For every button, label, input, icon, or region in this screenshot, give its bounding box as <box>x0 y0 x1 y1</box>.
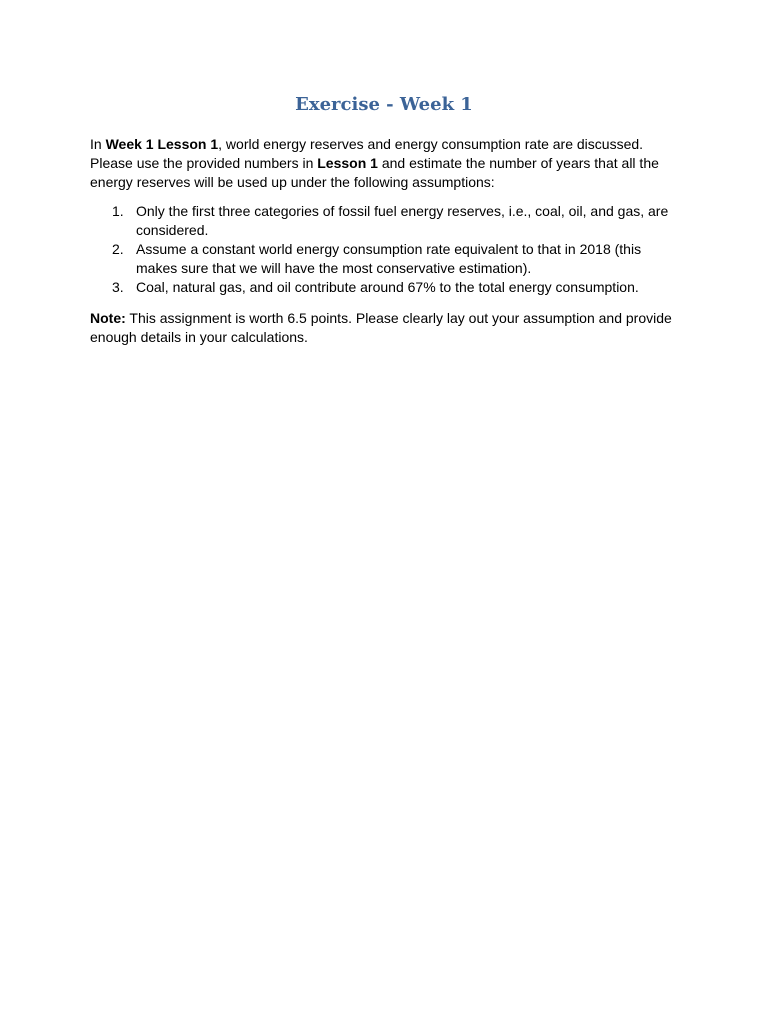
list-item-text: Coal, natural gas, and oil contribute around 67% to the total energy consumption. <box>136 279 639 295</box>
list-item-text: Assume a constant world energy consumption rate equivalent to that in 2018 (this makes sure that we will have the most conservative estimation). <box>136 241 642 276</box>
document-body <box>90 135 680 347</box>
intro-bold-lesson: Lesson 1 <box>317 155 378 171</box>
intro-text-1: In <box>90 136 106 152</box>
list-item <box>90 240 680 278</box>
note-paragraph <box>90 309 680 347</box>
intro-text-2: , world energy reserves and energy consumption rate are discussed. Please use the provided numbers in <box>90 136 644 171</box>
list-item-text: Only the first three categories of fossil fuel energy reserves, i.e., coal, oil, and gas, are considered. <box>136 203 669 238</box>
intro-bold-week-lesson: Week 1 Lesson 1 <box>105 136 219 152</box>
list-item <box>90 278 680 297</box>
list-item-number: 3. <box>112 279 124 295</box>
intro-text-3: and estimate the number of years that all the energy reserves will be used up under the following assumptions: <box>90 155 659 190</box>
list-item-number: 2. <box>112 241 124 257</box>
list-item <box>90 202 680 240</box>
page-title: Exercise - Week 1 <box>295 94 473 115</box>
note-label: Note: <box>90 310 126 326</box>
note-text: This assignment is worth 6.5 points. Please clearly lay out your assumption and provide enough details in your calculations. <box>90 310 672 345</box>
list-item-number: 1. <box>112 203 124 219</box>
intro-paragraph <box>90 135 680 192</box>
assumptions-list <box>90 202 680 297</box>
